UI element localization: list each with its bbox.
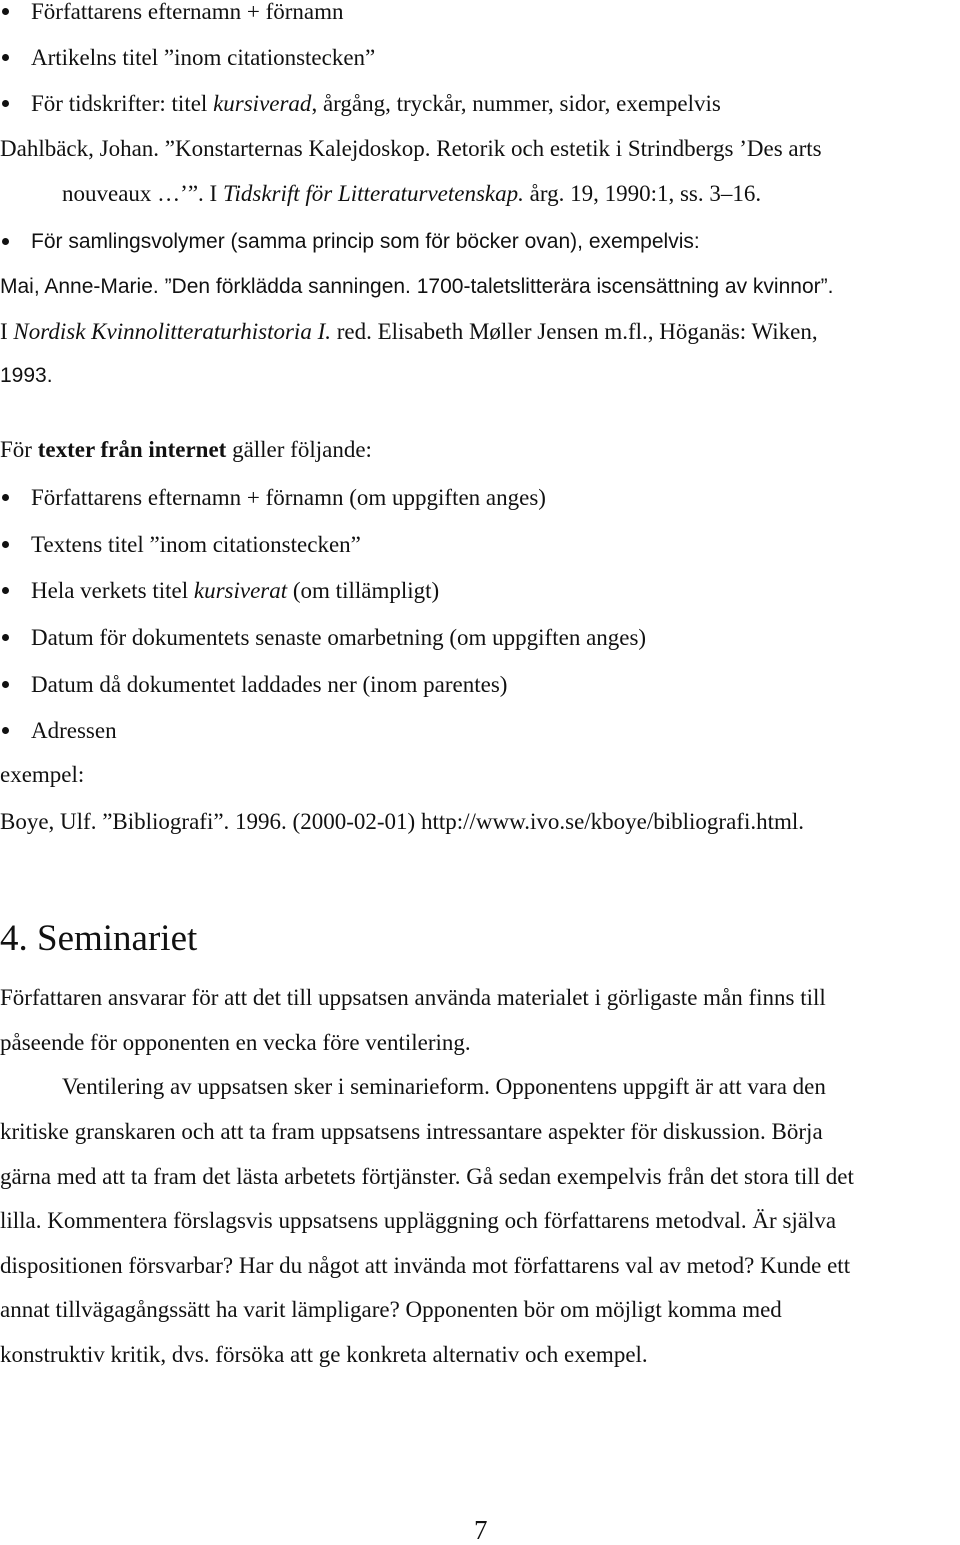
example-citation-text: I xyxy=(0,319,14,344)
list-item xyxy=(0,531,361,559)
example-citation-line xyxy=(0,273,833,301)
list-item-text: Datum då dokumentet laddades ner (inom parentes) xyxy=(31,672,508,697)
list-item-text: (om tillämpligt) xyxy=(287,578,440,603)
page-number: 7 xyxy=(474,1515,488,1545)
paragraph-line: konstruktiv kritik, dvs. försöka att ge konkreta alternativ och exempel. xyxy=(0,1342,648,1367)
intro-text: För xyxy=(0,437,38,462)
list-item xyxy=(0,228,700,256)
paragraph-line: Författaren ansvarar för att det till uppsatsen använda materialet i görligaste mån finns till xyxy=(0,985,826,1010)
intro-bold: texter från internet xyxy=(37,437,227,462)
list-item-text: Artikelns titel ”inom citationstecken” xyxy=(31,45,376,70)
example-citation-line xyxy=(0,318,818,346)
example-citation-text: nouveaux …’”. I xyxy=(62,181,223,206)
paragraph-line: gärna med att ta fram det lästa arbetets förtjänster. Gå sedan exempelvis från det stora till det xyxy=(0,1164,854,1189)
paragraph-line: kritiske granskaren och att ta fram uppsatsens intressantare aspekter för diskussion. Börja xyxy=(0,1119,823,1144)
list-item xyxy=(0,44,375,72)
list-item xyxy=(0,671,507,699)
example-citation-text: Boye, Ulf. ”Bibliografi”. 1996. (2000-02-01) http://www.ivo.se/kboye/bibliografi.html. xyxy=(0,809,805,834)
example-citation-text: Dahlbäck, Johan. ”Konstarternas Kalejdoskop. Retorik och estetik i Strindbergs ’Des arts xyxy=(0,136,822,161)
example-citation-text: 1993. xyxy=(0,364,53,387)
list-item xyxy=(0,90,721,118)
list-item-text: , årgång, tryckår, nummer, sidor, exempelvis xyxy=(311,91,721,116)
list-item-text: Adressen xyxy=(31,718,117,743)
example-citation-italic: Nordisk Kvinnolitteraturhistoria I. xyxy=(13,319,331,344)
paragraph-line: annat tillvägagångssätt ha varit lämpligare? Opponenten bör om möjligt komma med xyxy=(0,1297,782,1322)
example-citation-italic: Tidskrift för Litteraturvetenskap. xyxy=(222,181,524,206)
example-citation-text: red. Elisabeth Møller Jensen m.fl., Höganäs: Wiken, xyxy=(330,319,818,344)
internet-intro xyxy=(0,436,372,464)
example-citation-line xyxy=(0,135,822,163)
list-item-text: Textens titel ”inom citationstecken” xyxy=(31,532,361,557)
intro-text: gäller följande: xyxy=(226,437,372,462)
list-item xyxy=(0,0,344,26)
list-item xyxy=(0,717,117,745)
example-citation-text: årg. 19, 1990:1, ss. 3–16. xyxy=(523,181,762,206)
list-item-italic: kursiverat xyxy=(193,578,288,603)
list-item-text: Hela verkets titel xyxy=(31,578,194,603)
list-item-text: För samlingsvolymer (samma princip som för böcker ovan), exempelvis: xyxy=(31,230,700,253)
example-label xyxy=(0,761,84,789)
list-item xyxy=(0,577,439,605)
paragraph-line: påseende för opponenten en vecka före ventilering. xyxy=(0,1030,471,1055)
list-item-text: Datum för dokumentets senaste omarbetning (om uppgiften anges) xyxy=(31,625,647,650)
list-item xyxy=(0,624,646,652)
example-label-text: exempel: xyxy=(0,762,85,787)
list-item-text: Författarens efternamn + förnamn (om uppgiften anges) xyxy=(31,485,546,510)
example-citation-line xyxy=(0,808,804,836)
list-item-text: För tidskrifter: titel xyxy=(31,91,214,116)
paragraph-line: Ventilering av uppsatsen sker i seminarieform. Opponentens uppgift är att vara den xyxy=(62,1074,826,1099)
example-citation-text: Mai, Anne-Marie. ”Den förklädda sanningen. 1700-taletslitterära iscensättning av kvinnor”. xyxy=(0,275,834,298)
list-item-text: Författarens efternamn + förnamn xyxy=(31,0,344,24)
example-citation-line xyxy=(0,362,53,390)
paragraph-line: lilla. Kommentera förslagsvis uppsatsens uppläggning och författarens metodval. Är själva xyxy=(0,1208,837,1233)
section-heading: 4. Seminariet xyxy=(0,918,198,959)
list-item-italic: kursiverad xyxy=(213,91,312,116)
paragraph-line: dispositionen försvarbar? Har du något att invända mot författarens val av metod? Kunde ett xyxy=(0,1253,851,1278)
example-citation-line xyxy=(62,180,761,208)
list-item xyxy=(0,484,546,512)
